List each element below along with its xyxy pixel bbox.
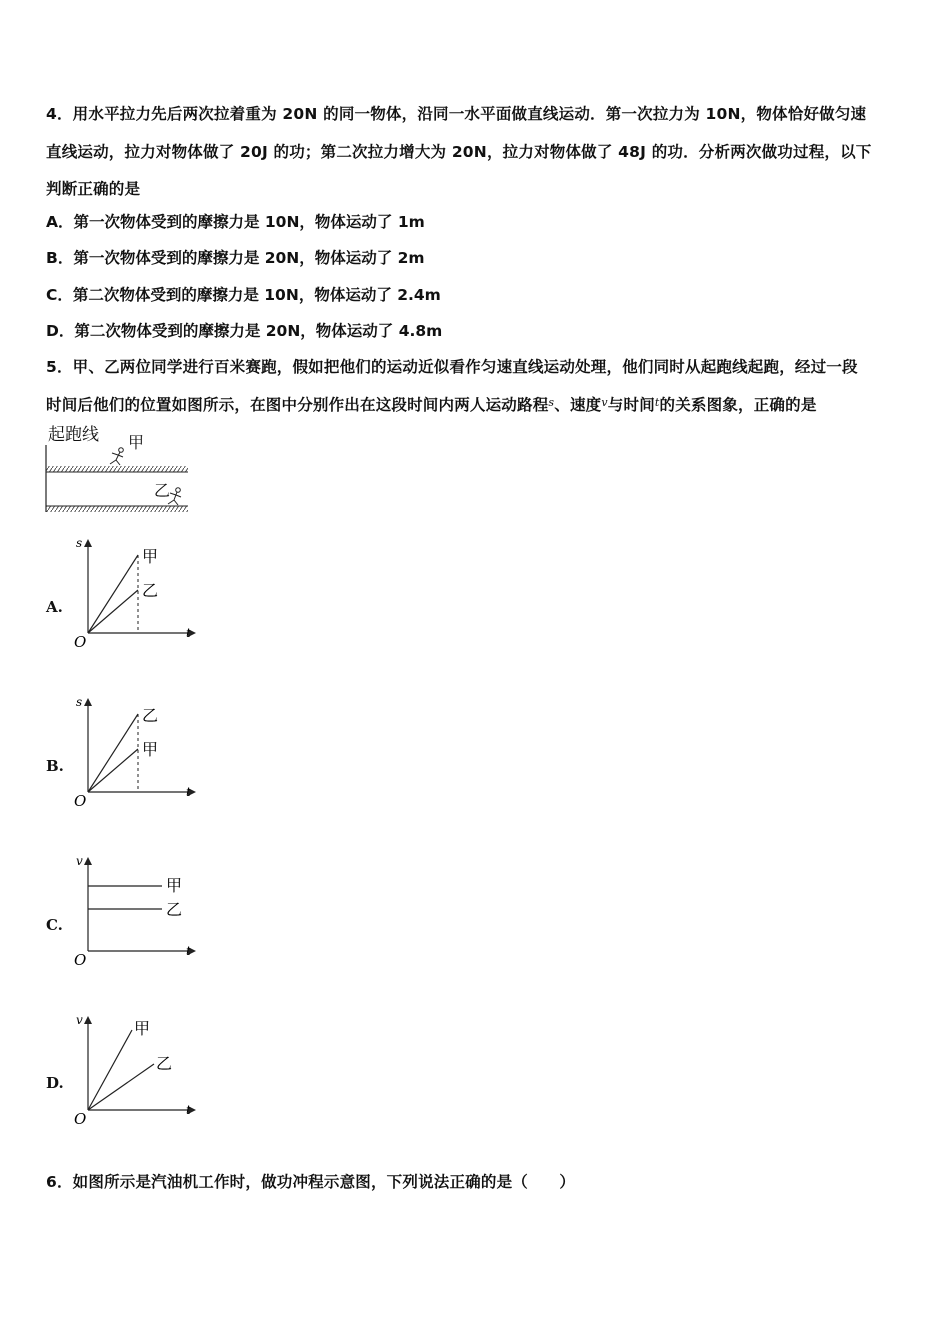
upper-line-label: 乙 xyxy=(142,706,159,725)
runner-a-icon xyxy=(110,448,123,465)
runner-b-label: 乙 xyxy=(154,481,171,500)
q5-line2-part-b: 、速度 xyxy=(554,396,602,414)
q4-option-d: D．第二次物体受到的摩擦力是 20N，物体运动了 4.8m xyxy=(46,322,443,340)
start-line-label: 起跑线 xyxy=(48,425,99,445)
q5-stem-line-1: 5．甲、乙两位同学进行百米赛跑，假如把他们的运动近似看作匀速直线运动处理，他们同时从起跑线起跑，经过一段 xyxy=(46,358,858,376)
line-upper xyxy=(88,555,138,633)
track-lane-lower-hatch xyxy=(46,506,188,512)
line-upper xyxy=(88,714,138,792)
x-axis-label: t xyxy=(186,944,191,958)
origin-label: O xyxy=(74,633,87,651)
q4-stem-line-2: 直线运动，拉力对物体做了 20J 的功；第二次拉力增大为 20N，拉力对物体做了 48J 的功．分析两次做功过程，以下 xyxy=(46,143,872,161)
lower-line-label: 乙 xyxy=(142,581,159,600)
runner-a-label: 甲 xyxy=(128,433,145,452)
q5-option-d-label: D. xyxy=(46,1074,64,1092)
origin-label: O xyxy=(74,951,87,969)
q5-stem-line-2 xyxy=(46,393,817,415)
upper-line-label: 甲 xyxy=(142,547,159,566)
origin-label: O xyxy=(74,1110,87,1128)
q5-option-b-label: B. xyxy=(46,757,64,775)
upper-line-label: 甲 xyxy=(134,1019,151,1038)
x-axis-label: t xyxy=(186,1103,191,1117)
q5-option-a-label: A. xyxy=(46,598,63,616)
q5-var-v: v xyxy=(601,396,608,409)
origin-label: O xyxy=(74,792,87,810)
q5-option-a-graph xyxy=(70,535,200,650)
track-lane-upper-hatch xyxy=(46,466,188,472)
q4-stem-line-1: 4．用水平拉力先后两次拉着重为 20N 的同一物体，沿同一水平面做直线运动．第一次拉力为 10N，物体恰好做匀速 xyxy=(46,105,867,123)
y-axis-label: s xyxy=(76,536,83,550)
lower-line-label: 乙 xyxy=(166,900,183,919)
q5-line2-part-a: 时间后他们的位置如图所示，在图中分别作出在这段时间内两人运动路程 xyxy=(46,396,549,414)
q5-option-d-graph xyxy=(70,1012,200,1127)
q5-var-t: t xyxy=(654,396,660,409)
y-axis-label: v xyxy=(76,1013,83,1027)
upper-line-label: 甲 xyxy=(166,876,183,895)
q4-option-a: A．第一次物体受到的摩擦力是 10N，物体运动了 1m xyxy=(46,213,425,231)
lower-line-label: 乙 xyxy=(156,1054,173,1073)
line-lower xyxy=(88,1064,154,1110)
q5-line2-part-c: 与时间 xyxy=(607,396,655,414)
line-lower xyxy=(88,590,138,633)
y-axis-label: s xyxy=(76,695,83,709)
q5-option-b-graph xyxy=(70,694,200,809)
q5-option-c-graph xyxy=(70,853,200,968)
q5-var-s: s xyxy=(548,396,555,409)
q4-option-c: C．第二次物体受到的摩擦力是 10N，物体运动了 2.4m xyxy=(46,286,441,304)
race-track-figure xyxy=(40,420,200,520)
q5-line2-part-d: 的关系图象，正确的是 xyxy=(659,396,817,414)
line-lower xyxy=(88,749,138,792)
lower-line-label: 甲 xyxy=(142,740,159,759)
x-axis-label: t xyxy=(186,785,191,799)
x-axis-label: t xyxy=(186,626,191,640)
line-upper xyxy=(88,1030,132,1110)
q6-stem-line-1: 6．如图所示是汽油机工作时，做功冲程示意图，下列说法正确的是（ ） xyxy=(46,1173,576,1191)
y-axis-label: v xyxy=(76,854,83,868)
q4-option-b: B．第一次物体受到的摩擦力是 20N，物体运动了 2m xyxy=(46,249,425,267)
q4-stem-line-3: 判断正确的是 xyxy=(46,180,141,198)
q5-option-c-label: C. xyxy=(46,916,63,934)
